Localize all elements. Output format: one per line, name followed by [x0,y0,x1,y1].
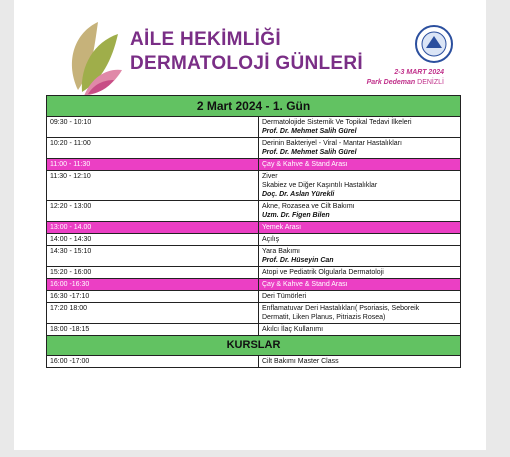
session-topic: Derinin Bakteriyel - Viral - Mantar Hastalıkları [262,140,402,147]
session-time: 12:20 - 13:00 [47,201,259,222]
session-time: 17:20 18:00 [47,303,259,324]
academy-emblem-icon [414,24,454,64]
event-venue [367,78,444,88]
session-topic-2: Dermatit, Liken Planus, Pitriazis Rosea) [262,314,386,321]
session-row [47,171,461,201]
break-label: Çay & Kahve & Stand Arası [259,159,461,171]
session-topic: Yara Bakımı [262,248,300,255]
session-time: 11:30 - 12:10 [47,171,259,201]
courses-heading-row [47,336,461,356]
session-time: 15:20 - 16:00 [47,267,259,279]
course-time: 16:00 -17:00 [47,356,259,368]
venue-city: DENİZLİ [417,79,444,86]
session-speaker: Doç. Dr. Aslan Yürekli [262,191,335,198]
session-topic: Enflamatuvar Deri Hastalıkları( Psoriasis, Seboreik [262,305,420,312]
event-date-location [367,68,444,88]
session-detail [259,138,461,159]
session-row [47,246,461,267]
session-speaker: Prof. Dr. Mehmet Salih Gürel [262,149,357,156]
session-speaker: Prof. Dr. Hüseyin Can [262,257,334,264]
session-topic: Atopi ve Pediatrik Olgularla Dermatoloji [259,267,461,279]
title-line-1: AİLE HEKİMLİĞİ [130,29,281,50]
break-row [47,159,461,171]
session-row [47,138,461,159]
session-row [47,324,461,336]
day-heading-row [47,96,461,117]
day-heading: 2 Mart 2024 - 1. Gün [47,96,461,117]
session-time: 09:30 - 10:10 [47,117,259,138]
break-time: 13:00 - 14.00 [47,222,259,234]
session-row [47,201,461,222]
title-line-2: DERMATOLOJİ GÜNLERİ [130,53,364,74]
session-row [47,234,461,246]
session-time: 18:00 -18:15 [47,324,259,336]
schedule-table [46,95,461,368]
session-row [47,303,461,324]
session-row [47,117,461,138]
session-topic-2: Skabiez ve Diğer Kaşıntılı Hastalıklar [262,182,378,189]
session-topic: Dermatolojide Sistemik Ve Topikal Tedavi İlkeleri [262,119,412,126]
courses-heading: KURSLAR [47,336,461,356]
break-row [47,222,461,234]
session-topic: Deri Tümörleri [259,291,461,303]
course-row [47,356,461,368]
course-topic: Cilt Bakımı Master Class [259,356,461,368]
venue-name: Park Dedeman [366,79,416,86]
session-speaker: Uzm. Dr. Figen Bilen [262,212,330,219]
break-time: 16:00 -16:30 [47,279,259,291]
session-time: 14:00 - 14:30 [47,234,259,246]
session-detail [259,117,461,138]
break-label: Çay & Kahve & Stand Arası [259,279,461,291]
session-row [47,267,461,279]
session-time: 14:30 - 15:10 [47,246,259,267]
session-detail [259,201,461,222]
event-dates: 2-3 MART 2024 [394,69,444,76]
session-time: 10:20 - 11:00 [47,138,259,159]
session-detail [259,171,461,201]
session-detail [259,246,461,267]
session-topic: Açılış [259,234,461,246]
break-time: 11:00 - 11:30 [47,159,259,171]
event-title [130,28,363,76]
break-row [47,279,461,291]
session-detail [259,303,461,324]
session-row [47,291,461,303]
session-topic: Ziver [262,173,278,180]
break-label: Yemek Arası [259,222,461,234]
session-topic: Akılcı İlaç Kullanımı [259,324,461,336]
leaf-logo-icon [64,20,124,100]
session-topic: Akne, Rozasea ve Cilt Bakımı [262,203,355,210]
session-time: 16:30 -17:10 [47,291,259,303]
session-speaker: Prof. Dr. Mehmet Salih Gürel [262,128,357,135]
